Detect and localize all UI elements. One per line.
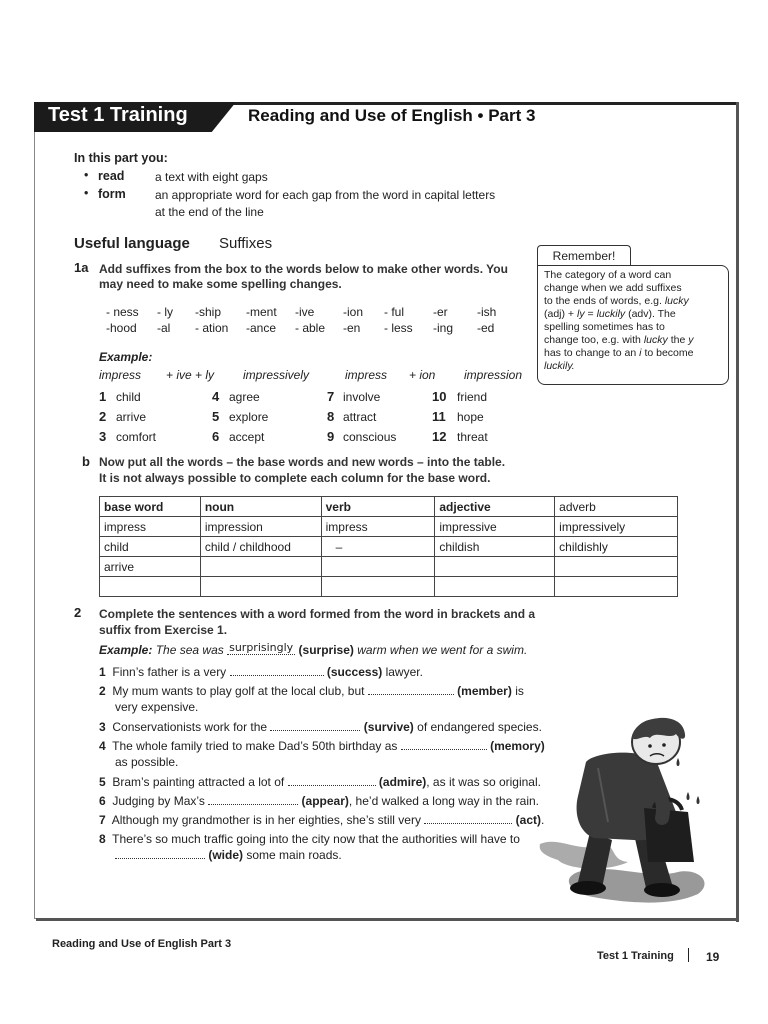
word-number: 7 <box>327 389 335 404</box>
table-header: verb <box>321 497 435 517</box>
water-drop-icon <box>697 796 700 804</box>
example-part: impress <box>345 368 388 382</box>
suffix: -hood <box>106 321 137 335</box>
word-number: 6 <box>212 429 220 444</box>
wet-boy-illustration <box>538 712 716 912</box>
suffix: - less <box>384 321 413 335</box>
word-number: 4 <box>212 389 220 404</box>
bullet-icon: • <box>84 168 89 182</box>
table-row <box>100 557 678 577</box>
word: child <box>116 390 141 404</box>
word-table <box>99 496 678 597</box>
table-cell: child <box>100 537 201 557</box>
word-number: 5 <box>212 409 220 424</box>
table-cell: child / childhood <box>200 537 321 557</box>
word: threat <box>457 430 488 444</box>
table-row <box>100 577 678 597</box>
exercise-1a-instruction-2: may need to make some spelling changes. <box>99 277 342 291</box>
word: explore <box>229 410 269 424</box>
suffix: -en <box>343 321 361 335</box>
exercise-1b-instruction-2: It is not always possible to complete each column for the base word. <box>99 471 491 485</box>
intro-text-read: a text with eight gaps <box>155 170 268 184</box>
table-cell[interactable] <box>200 557 321 577</box>
suffix: -ing <box>433 321 454 335</box>
table-cell: impressive <box>435 517 555 537</box>
table-cell[interactable] <box>321 577 435 597</box>
footer-section-title: Reading and Use of English Part 3 <box>52 938 232 950</box>
example-answer: surprisingly <box>229 641 294 654</box>
word-number: 3 <box>99 429 107 444</box>
table-header: base word <box>100 497 201 517</box>
sentence-8: 8 There’s so much traffic going into the city now that the authorities will have to <box>99 832 520 846</box>
remember-line: change when we add suffixes <box>544 282 682 294</box>
exercise-2-example: Example: The sea was surprisingly (surprise) warm when we went for a swim. <box>99 641 528 657</box>
table-cell[interactable] <box>435 557 555 577</box>
sentence-6: 6 Judging by Max’s (appear), he’d walked a long way in the rain. <box>99 794 540 808</box>
suffix: -ment <box>246 305 277 319</box>
table-cell: childish <box>435 537 555 557</box>
table-cell: impression <box>200 517 321 537</box>
suffix: - ly <box>157 305 173 319</box>
example-part: impression <box>464 368 523 382</box>
sentence-5: 5 Bram’s painting attracted a lot of (admire), as it was so original. <box>99 775 541 789</box>
intro-verb-form: form <box>98 187 126 201</box>
sentence-8-cont: (wide) some main roads. <box>115 848 342 862</box>
table-cell: impress <box>321 517 435 537</box>
gap-input[interactable] <box>368 694 454 695</box>
table-cell: impressively <box>555 517 678 537</box>
gap-input[interactable] <box>230 675 324 676</box>
word: accept <box>229 430 265 444</box>
suffix: -ion <box>343 305 364 319</box>
gap-input[interactable] <box>270 730 360 731</box>
page-title: Reading and Use of English • Part 3 <box>248 106 536 125</box>
table-cell[interactable] <box>555 557 678 577</box>
remember-line: The category of a word can <box>544 269 672 281</box>
suffix: -ance <box>246 321 277 335</box>
sentence-2-cont: very expensive. <box>115 700 199 714</box>
word: comfort <box>116 430 157 444</box>
exercise-1b-number: b <box>82 454 90 469</box>
suffix: -al <box>157 321 171 335</box>
suffix: -er <box>433 305 448 319</box>
remember-line: (adj) + ly = luckily (adv). The <box>544 308 676 320</box>
table-row <box>100 537 678 557</box>
suffix: -ive <box>295 305 315 319</box>
example-part: impressively <box>243 368 310 382</box>
word-number: 2 <box>99 409 107 424</box>
water-drop-icon <box>687 792 690 800</box>
remember-tab: Remember! <box>537 245 631 266</box>
word-number: 8 <box>327 409 335 424</box>
table-cell: arrive <box>100 557 201 577</box>
remember-line: spelling sometimes has to <box>544 321 665 333</box>
word: hope <box>457 410 484 424</box>
footer-test-label: Test 1 Training <box>597 950 674 962</box>
table-header: noun <box>200 497 321 517</box>
sentence-3: 3 Conservationists work for the (survive) of endangered species. <box>99 720 542 734</box>
exercise-2-number: 2 <box>74 605 82 620</box>
table-cell: – <box>321 537 435 557</box>
table-cell: impress <box>100 517 201 537</box>
table-cell[interactable] <box>100 577 201 597</box>
suffix: -ship <box>195 305 222 319</box>
gap-input[interactable] <box>401 749 487 750</box>
page-shadow <box>736 102 739 922</box>
sentence-7: 7 Although my grandmother is in her eighties, she’s still very (act). <box>99 813 545 827</box>
exercise-1b-instruction: Now put all the words – the base words and new words – into the table. <box>99 455 506 469</box>
table-header: adverb <box>555 497 678 517</box>
table-cell[interactable] <box>200 577 321 597</box>
example-part: + ive + ly <box>166 368 215 382</box>
word-number: 11 <box>432 409 446 424</box>
word: agree <box>229 390 260 404</box>
gap-input[interactable] <box>208 804 298 805</box>
sentence-2: 2 My mum wants to play golf at the local club, but (member) is <box>99 684 524 698</box>
word-number: 10 <box>432 389 447 404</box>
word: conscious <box>343 430 397 444</box>
remember-text <box>544 269 724 373</box>
word: arrive <box>116 410 147 424</box>
sentence-4-cont: as possible. <box>115 755 179 769</box>
intro-verb-read: read <box>98 169 125 183</box>
table-cell[interactable] <box>435 577 555 597</box>
table-cell: childishly <box>555 537 678 557</box>
word-number: 9 <box>327 429 335 444</box>
exercise-2-instruction-2: suffix from Exercise 1. <box>99 623 228 637</box>
table-cell[interactable] <box>321 557 435 577</box>
useful-language-sub: Suffixes <box>219 235 273 252</box>
intro-text-form-2: at the end of the line <box>155 205 264 219</box>
useful-language-heading: Useful language <box>74 235 190 252</box>
suffix: -ish <box>477 305 497 319</box>
water-drop-icon <box>677 758 680 766</box>
header-tab-label: Test 1 Training <box>48 104 188 126</box>
table-row <box>100 517 678 537</box>
bullet-icon: • <box>84 186 89 200</box>
exercise-1a-instruction: Add suffixes from the box to the words below to make other words. You <box>99 262 508 276</box>
gap-input[interactable] <box>424 823 512 824</box>
suffix: -ed <box>477 321 495 335</box>
page-number: 19 <box>706 950 720 964</box>
word: friend <box>457 390 488 404</box>
gap-input[interactable] <box>115 858 205 859</box>
suffix: - ful <box>384 305 405 319</box>
word: involve <box>343 390 381 404</box>
remember-line: to the ends of words, e.g. lucky <box>544 295 689 307</box>
word-number: 1 <box>99 389 107 404</box>
page-shadow-bottom <box>36 918 739 921</box>
example-label: Example: <box>99 350 153 364</box>
word-number: 12 <box>432 429 447 444</box>
intro-text-form: an appropriate word for each gap from the word in capital letters <box>155 188 496 202</box>
word: attract <box>343 410 377 424</box>
exercise-2-instruction: Complete the sentences with a word formed from the word in brackets and a <box>99 607 536 621</box>
table-header: adjective <box>435 497 555 517</box>
table-header-row <box>100 497 678 517</box>
remember-line: change too, e.g. with lucky the y <box>544 334 694 346</box>
sentence-4: 4 The whole family tried to make Dad’s 50th birthday as (memory) <box>99 739 545 753</box>
exercise-1a-number: 1a <box>74 260 89 275</box>
gap-input[interactable] <box>288 785 376 786</box>
example-part: impress <box>99 368 142 382</box>
intro-heading: In this part you: <box>74 151 168 165</box>
suffix: - ness <box>106 305 139 319</box>
table-cell[interactable] <box>555 577 678 597</box>
example-part: + ion <box>409 368 436 382</box>
remember-line: has to change to an i to become <box>544 347 694 359</box>
remember-line: luckily. <box>544 360 575 372</box>
suffix: - able <box>295 321 326 335</box>
sentence-1: 1 Finn’s father is a very (success) lawyer. <box>99 665 423 679</box>
suffix: - ation <box>195 321 229 335</box>
footer-divider <box>688 948 689 962</box>
